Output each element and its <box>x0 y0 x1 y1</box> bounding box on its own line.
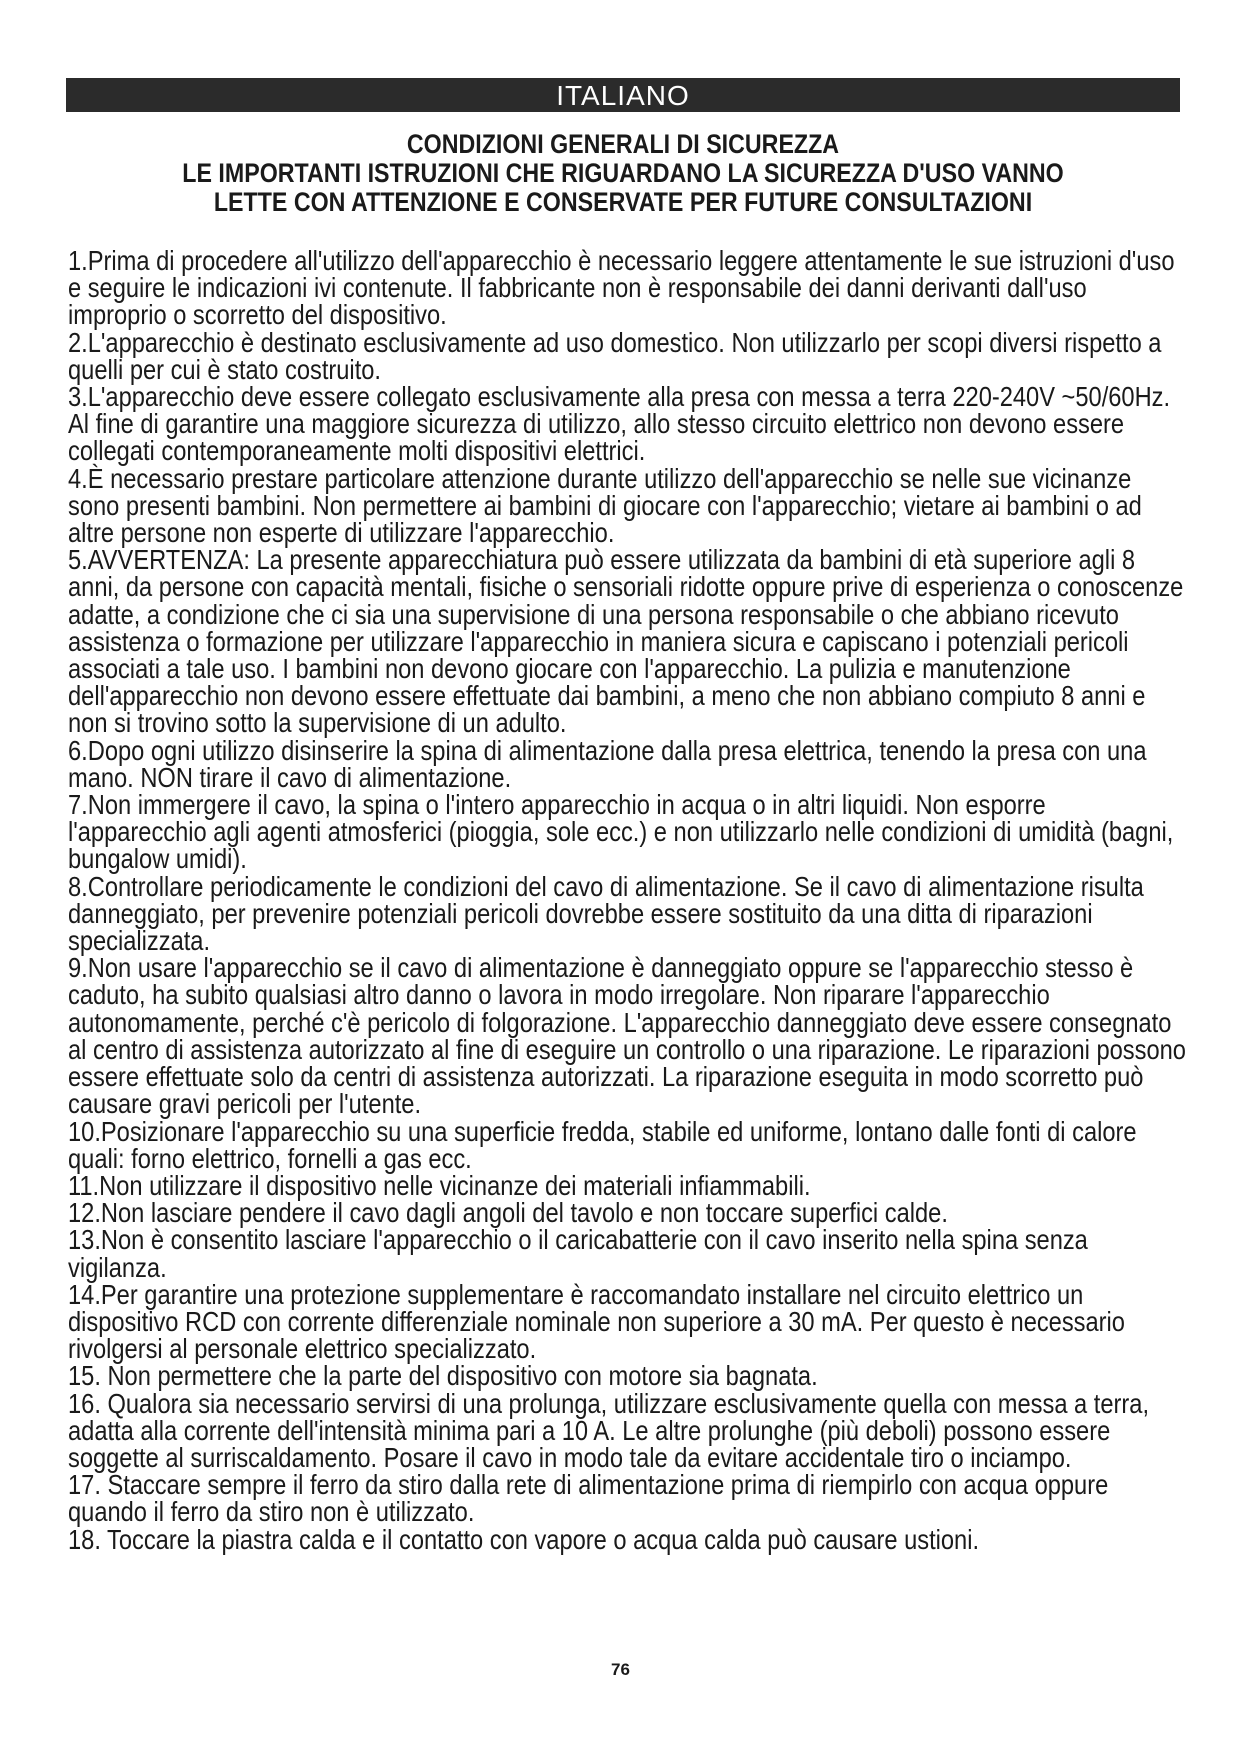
instruction-paragraph-17: 17. Staccare sempre il ferro da stiro dalla rete di alimentazione prima di riempirlo con acqua oppure quando il ferro da stiro non è utilizzato. <box>68 1469 1109 1528</box>
instruction-paragraph-8: 8.Controllare periodicamente le condizioni del cavo di alimentazione. Se il cavo di alimentazione risulta danneggiato, per prevenire potenziali pericoli dovrebbe essere sostituito da una ditta di riparazioni specializzata. <box>68 870 1144 957</box>
instruction-paragraph-13: 13.Non è consentito lasciare l'apparecchio o il caricabatterie con il cavo inserito nella spina senza vigilanza. <box>68 1224 1088 1283</box>
heading-subtitle-line-2: LETTE CON ATTENZIONE E CONSERVATE PER FUTURE CONSULTAZIONI <box>213 187 1033 217</box>
instruction-paragraph-5: 5.AVVERTENZA: La presente apparecchiatura può essere utilizzata da bambini di età superiore agli 8 anni, da persone con capacità mentali, fisiche o sensoriali ridotte oppure prive di esperienza o conoscenze adatte, a condizione che ci sia una supervisione di una persona responsabile o che abbiano ricevuto assistenza o formazione per utilizzare l'apparecchio in maniera sicura e capiscano i potenziali pericoli associati a tale uso. I bambini non devono giocare con l'apparecchio. La pulizia e manutenzione dell'apparecchio non devono essere effettuate dai bambini, a meno che non abbiano compiuto 8 anni e non si trovino sotto la supervisione di un adulto. <box>68 544 1184 739</box>
instruction-paragraph-9: 9.Non usare l'apparecchio se il cavo di alimentazione è danneggiato oppure se l'apparecchio stesso è caduto, ha subito qualsiasi altro danno o lavora in modo irregolare. Non riparare l'apparecchio autonomamente, perché c'è pericolo di folgorazione. L'apparecchio danneggiato deve essere consegnato al centro di assistenza autorizzato al fine di eseguire un controllo o una riparazione. Le riparazioni possono essere effettuate solo da centri di assistenza autorizzati. La riparazione eseguita in modo scorretto può causare gravi pericoli per l'utente. <box>68 952 1186 1120</box>
heading-title: CONDIZIONI GENERALI DI SICUREZZA <box>406 129 840 159</box>
language-header-bar: ITALIANO <box>66 78 1180 112</box>
instruction-paragraph-1: 1.Prima di procedere all'utilizzo dell'apparecchio è necessario leggere attentamente le sue istruzioni d'uso e seguire le indicazioni ivi contenute. Il fabbricante non è responsabile dei danni derivanti dall'uso improprio o scorretto del dispositivo. <box>68 245 1175 331</box>
instruction-paragraph-4: 4.È necessario prestare particolare attenzione durante utilizzo dell'apparecchio se nelle sue vicinanze sono presenti bambini. Non permettere ai bambini di giocare con l'apparecchio; vietare ai bambini o ad altre persone non esperte di utilizzare l'apparecchio. <box>68 462 1142 549</box>
page-number: 76 <box>611 1660 630 1679</box>
safety-instructions <box>68 247 1188 1553</box>
instruction-paragraph-14: 14.Per garantire una protezione supplementare è raccomandato installare nel circuito elettrico un dispositivo RCD con corrente differenziale nominale non superiore a 30 mA. Per questo è necessario rivolgersi al personale elettrico specializzato. <box>68 1278 1125 1365</box>
instruction-paragraph-15: 15. Non permettere che la parte del dispositivo con motore sia bagnata. <box>68 1360 818 1392</box>
section-headings <box>66 130 1180 217</box>
heading-subtitle-line-1: LE IMPORTANTI ISTRUZIONI CHE RIGUARDANO LA SICUREZZA D'USO VANNO <box>182 158 1064 188</box>
instruction-paragraph-7: 7.Non immergere il cavo, la spina o l'intero apparecchio in acqua o in altri liquidi. Non esporre l'apparecchio agli agenti atmosferici (pioggia, sole ecc.) e non utilizzarlo nelle condizioni di umidità (bagni, bungalow umidi). <box>68 789 1174 875</box>
instruction-paragraph-12: 12.Non lasciare pendere il cavo dagli angoli del tavolo e non toccare superfici calde. <box>68 1197 948 1229</box>
instruction-paragraph-10: 10.Posizionare l'apparecchio su una superficie fredda, stabile ed uniforme, lontano dalle fonti di calore quali: forno elettrico, fornelli a gas ecc. <box>68 1115 1137 1174</box>
instruction-paragraph-3: 3.L'apparecchio deve essere collegato esclusivamente alla presa con messa a terra 220-240V ~50/60Hz. Al fine di garantire una maggiore sicurezza di utilizzo, allo stesso circuito elettrico non devono essere collegati contemporaneamente molti dispositivi elettrici. <box>68 381 1171 467</box>
instruction-paragraph-18: 18. Toccare la piastra calda e il contatto con vapore o acqua calda può causare ustioni. <box>68 1523 980 1555</box>
instruction-paragraph-16: 16. Qualora sia necessario servirsi di una prolunga, utilizzare esclusivamente quella con messa a terra, adatta alla corrente dell'intensità minima pari a 10 A. Le altre prolunghe (più deboli) possono essere soggette al surriscaldamento. Posare il cavo in modo tale da evitare accidentale tiro o inciampo. <box>68 1387 1150 1473</box>
instruction-paragraph-2: 2.L'apparecchio è destinato esclusivamente ad uso domestico. Non utilizzarlo per scopi diversi rispetto a quelli per cui è stato costruito. <box>68 326 1162 385</box>
instruction-paragraph-6: 6.Dopo ogni utilizzo disinserire la spina di alimentazione dalla presa elettrica, tenendo la presa con una mano. NON tirare il cavo di alimentazione. <box>68 734 1147 793</box>
instruction-paragraph-11: 11.Non utilizzare il dispositivo nelle vicinanze dei materiali infiammabili. <box>68 1169 811 1201</box>
